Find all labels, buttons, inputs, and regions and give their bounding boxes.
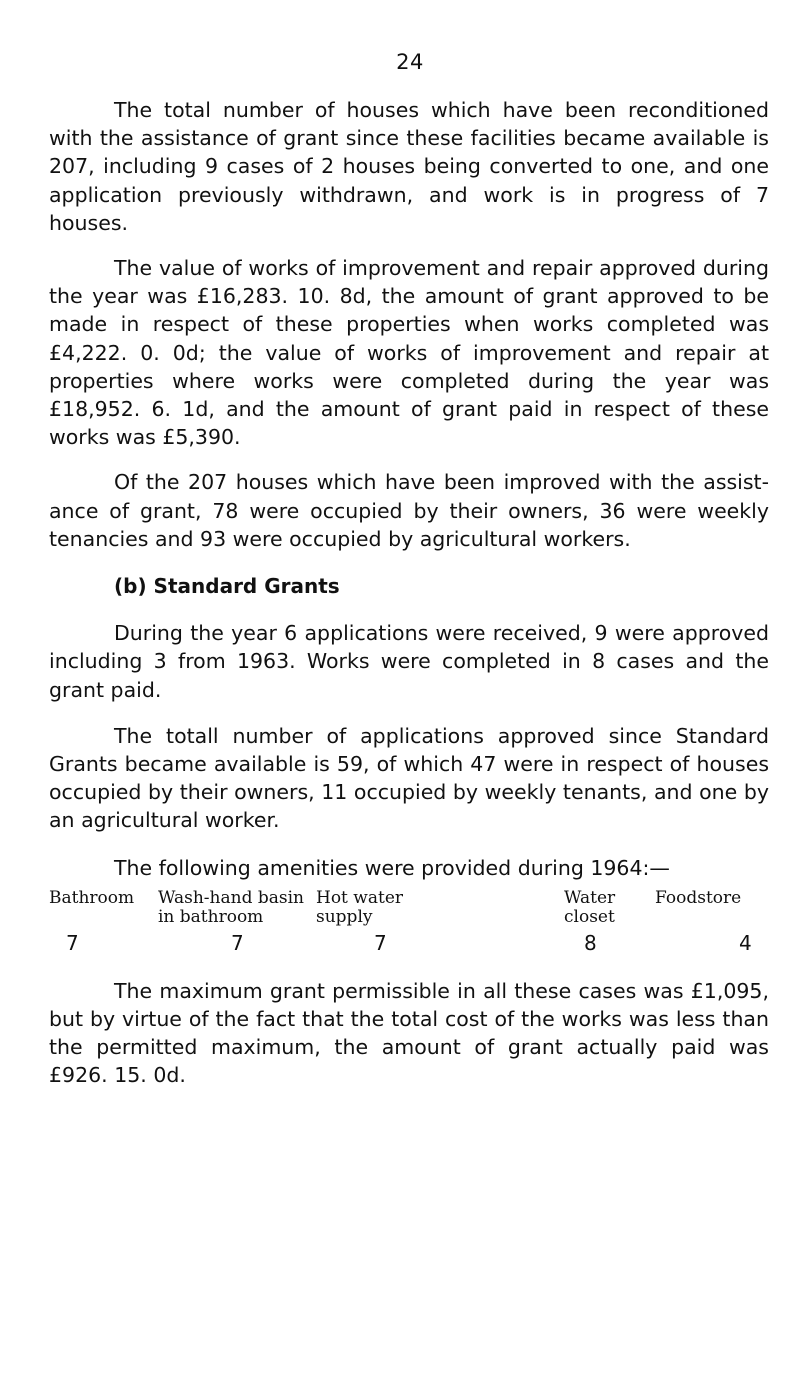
amenity-value: 7 bbox=[374, 930, 387, 955]
amenity-value: 4 bbox=[739, 930, 752, 955]
paragraph-works-value: The value of works of improvement and repair approved during the year was £16,283. 10. 8d, the amount of grant approved to be made in respect of these properties when works completed was £4,222. 0. 0d; the value of works of improvement and repair at properties where works were completed during the year was £18,952. 6. 1d, and the amount of grant paid in respect of these works was £5,390. bbox=[49, 256, 769, 450]
section-heading-standard-grants: (b) Standard Grants bbox=[114, 574, 340, 599]
amenity-column-hot-water bbox=[316, 887, 404, 955]
paragraph-applications: During the year 6 applications were received, 9 were approved including 3 from 1963. Works were completed in 8 cases and the grant paid. bbox=[49, 621, 769, 702]
amenity-column-foodstore bbox=[655, 887, 752, 955]
amenity-value: 8 bbox=[584, 930, 597, 955]
amenity-column-bathroom bbox=[49, 887, 135, 955]
amenity-column-water-closet bbox=[564, 887, 616, 955]
amenities-table bbox=[49, 889, 769, 963]
paragraph-amenities-intro: The following amenities were provided during 1964:— bbox=[114, 855, 670, 880]
amenity-value: 7 bbox=[66, 930, 79, 955]
amenity-label: Hot water supply bbox=[316, 887, 404, 927]
amenity-label: Wash-hand basin in bathroom bbox=[158, 887, 304, 927]
amenity-label: Bathroom bbox=[49, 887, 135, 908]
paragraph-reconditioned-houses: The total number of houses which have been reconditioned with the assistance of grant since these facilities became available is 207, including 9 cases of 2 houses being converted to one, and one application previously withdrawn, and work is in progress of 7 houses. bbox=[49, 98, 769, 235]
amenity-label: Water closet bbox=[564, 887, 616, 927]
paragraph-total-applications: The totall number of applications approved since Standard Grants became available is 59, of which 47 were in respect of houses occupied by their owners, 11 occupied by weekly tenants, and one by an agricultural worker. bbox=[49, 723, 769, 833]
paragraph-occupancy: Of the 207 houses which have been improved with the assistance of grant, 78 were occupied by their owners, 36 were weekly tenancies and 93 were occupied by agricultural workers. bbox=[49, 470, 769, 551]
page-number: 24 bbox=[396, 50, 424, 74]
amenity-label: Foodstore bbox=[655, 887, 742, 908]
paragraph-maximum-grant: The maximum grant permissible in all these cases was £1,095, but by virtue of the fact that the total cost of the works was less than the permitted maximum, the amount of grant actually paid was £926. 15. 0d. bbox=[49, 978, 769, 1088]
amenity-column-washhand-basin bbox=[158, 887, 304, 955]
amenity-value: 7 bbox=[231, 930, 244, 955]
document-body bbox=[49, 96, 769, 1090]
